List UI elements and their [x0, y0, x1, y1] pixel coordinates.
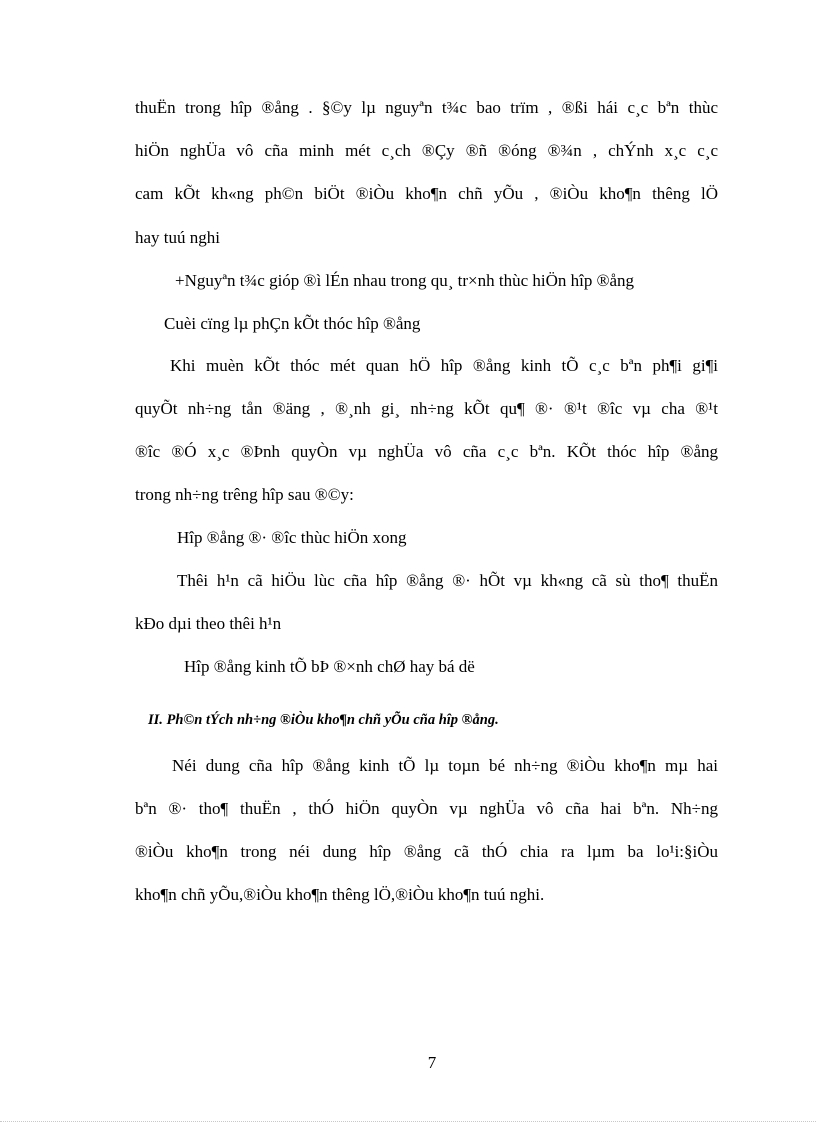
body-text-line: kho¶n chñ yÕu,®iÒu kho¶n thêng lÖ,®iÒu kho¶n tuú nghi.	[135, 885, 545, 904]
body-text-line: Néi dung cña hîp ®ång kinh tÕ lµ toµn bé nh÷ng ®iÒu kho¶n mµ hai	[172, 756, 718, 775]
body-text-line: Cuèi cïng lµ phÇn kÕt thóc hîp ®ång	[164, 314, 421, 333]
body-text-line: trong nh÷ng trêng hîp sau ®©y:	[135, 485, 354, 504]
body-text-line: Thêi h¹n cã hiÖu lùc cña hîp ®ång ®· hÕt vµ kh«ng cã sù tho¶ thuËn	[177, 571, 718, 590]
body-text-line: thuËn trong hîp ®ång . §©y lµ nguyªn t¾c bao trïm , ®ßi hái c¸c bªn thùc	[135, 98, 718, 117]
body-text-line: Hîp ®ång ®· ®îc thùc hiÖn xong	[177, 528, 407, 547]
body-text-line: Hîp ®ång kinh tÕ bÞ ®×nh chØ hay bá dë	[184, 657, 475, 676]
body-text-line: bªn ®· tho¶ thuËn , thÓ hiÖn quyÒn vµ nghÜa vô cña hai bªn. Nh÷ng	[135, 799, 718, 818]
body-text-line: cam kÕt kh«ng ph©n biÖt ®iÒu kho¶n chñ yÕu , ®iÒu kho¶n thêng lÖ	[135, 184, 718, 203]
body-text-line: ®iÒu kho¶n trong néi dung hîp ®ång cã thÓ chia ra lµm ba lo¹i:§iÒu	[135, 842, 718, 861]
body-text-line: Khi muèn kÕt thóc mét quan hÖ hîp ®ång kinh tÕ c¸c bªn ph¶i gi¶i	[170, 356, 718, 375]
body-text-line: quyÕt nh÷ng tån ®äng , ®¸nh gi¸ nh÷ng kÕt qu¶ ®· ®¹t ®îc vµ cha ®¹t	[135, 399, 718, 418]
page-number: 7	[427, 1053, 437, 1072]
body-text-line: kÐo dµi theo thêi h¹n	[135, 614, 282, 633]
body-text-line: ®îc ®Ó x¸c ®Þnh quyÒn vµ nghÜa vô cña c¸c bªn. KÕt thóc hîp ®ång	[135, 442, 718, 461]
body-text-line: hay tuú nghi	[135, 228, 220, 247]
body-text-line: +Nguyªn t¾c gióp ®ì lÉn nhau trong qu¸ tr×nh thùc hiÖn hîp ®ång	[175, 271, 635, 290]
section-heading: II. Ph©n tÝch nh÷ng ®iÒu kho¶n chñ yÕu cña hîp ®ång.	[148, 712, 499, 728]
body-text-line: hiÖn nghÜa vô cña minh mét c¸ch ®Çy ®ñ ®óng ®¾n , chÝnh x¸c c¸c	[135, 141, 718, 160]
page-bottom-divider	[0, 1121, 816, 1122]
